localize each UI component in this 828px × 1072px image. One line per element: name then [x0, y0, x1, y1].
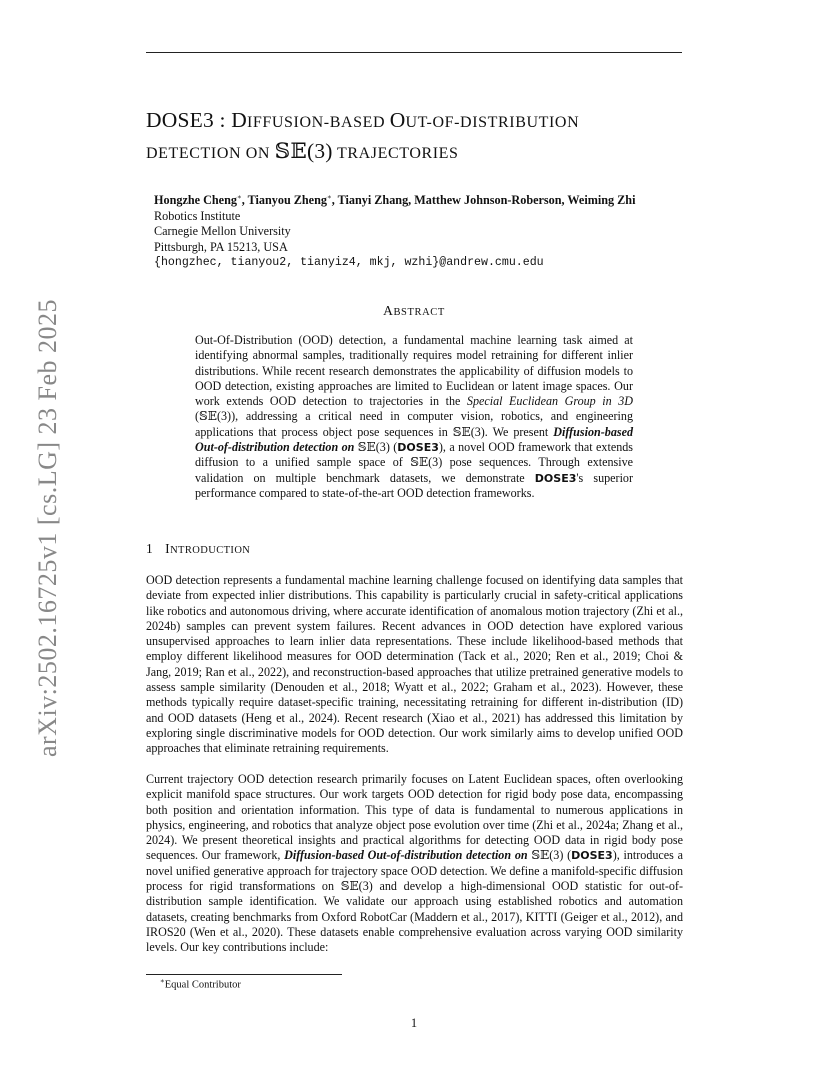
paper-title — [146, 106, 706, 168]
affiliation-university: Carnegie Mellon University — [154, 224, 291, 239]
footnote: ∗Equal Contributor — [160, 977, 241, 991]
section-heading-introduction: 1 INTRODUCTION — [146, 541, 251, 556]
intro-paragraph-1: OOD detection represents a fundamental machine learning challenge focused on identifying data samples that deviate from expected inlier distributions. This capability is particularly crucial in safety-critical applications like robotics and autonomous driving, where accurate identification of anomalous motion trajectory (Zhi et al., 2024b) samples can prevent system failures. Recent advances in OOD detection have explored various unsupervised approaches to learn inlier data representations. These include likelihood-based methods that employ different likelihood measures for OOD determination (Tack et al., 2020; Ren et al., 2019; Choi & Jang, 2019; Ran et al., 2022), and reconstruction-based approaches that utilize pretrained generative models to assess sample similarity (Denouden et al., 2018; Wyatt et al., 2022; Graham et al., 2023). However, these methods typically require dataset-specific training, necessitating retraining for different in-distribution (ID) and OOD datasets (Heng et al., 2024). Recent research (Xiao et al., 2021) has addressed this limitation by exploring single discriminative models for OOD detection. Our work similarly aims to develop unified OOD approaches that eliminate retraining requirements. — [146, 573, 683, 756]
author-block — [154, 190, 714, 271]
abstract-heading: ABSTRACT — [383, 303, 445, 318]
footnote-rule — [146, 974, 342, 975]
top-rule — [146, 52, 682, 53]
author-emails: {hongzhec, tianyou2, tianyiz4, mkj, wzhi}@andrew.cmu.edu — [154, 256, 544, 270]
intro-paragraph-2: Current trajectory OOD detection research primarily focuses on Latent Euclidean spaces, often overlooking explicit manifold space structures. Our work targets OOD detection for rigid body pose data, encompassing both position and orientation information. This type of data is fundamental to numerous applications in physics, engineering, and robotics that analyze object pose evolution over time (Zhi et al., 2024a; Zhang et al., 2024). We present theoretical insights and practical algorithms for detecting OOD data in rigid body pose sequences. Our framework, Diffusion-based Out-of-distribution detection on 𝕊𝔼(3) (DOSE3), introduces a novel unified generative approach for trajectory space OOD detection. We define a manifold-specific diffusion process for rigid transformations on 𝕊𝔼(3) and develop a high-dimensional OOD statistic for out-of-distribution sample identification. We validate our approach using established robotics and automation datasets, creating benchmarks from Oxford RobotCar (Maddern et al., 2017), KITTI (Geiger et al., 2012), and IROS20 (Wen et al., 2020). These datasets enable comprehensive evaluation across varying OOD similarity levels. Our key contributions include: — [146, 772, 683, 955]
author-names: Hongzhe Cheng∗, Tianyou Zheng∗, Tianyi Zhang, Matthew Johnson-Roberson, Weiming Zhi — [154, 193, 636, 208]
arxiv-stamp: arXiv:2502.16725v1 [cs.LG] 23 Feb 2025 — [33, 298, 62, 758]
title-line-2: DETECTION ON 𝕊𝔼(3) TRAJECTORIES — [146, 139, 459, 163]
affiliation-address: Pittsburgh, PA 15213, USA — [154, 239, 288, 254]
title-line-1: DOSE3 : DIFFUSION-BASED OUT-OF-DISTRIBUTION — [146, 108, 580, 132]
abstract-text: Out-Of-Distribution (OOD) detection, a fundamental machine learning task aimed at identifying abnormal samples, traditionally requires model retraining for different inlier distributions. While recent research demonstrates the applicability of diffusion models to OOD detection, existing approaches are limited to Euclidean or latent image spaces. Our work extends OOD detection to trajectories in the Special Euclidean Group in 3D (𝕊𝔼(3)), addressing a critical need in computer vision, robotics, and engineering applications that process object pose sequences in 𝕊𝔼(3). We present Diffusion-based Out-of-distribution detection on 𝕊𝔼(3) (DOSE3), a novel OOD framework that extends diffusion to a unified sample space of 𝕊𝔼(3) pose sequences. Through extensive validation on multiple benchmark datasets, we demonstrate DOSE3's superior performance compared to state-of-the-art OOD detection frameworks. — [195, 333, 634, 500]
page-number: 1 — [410, 1016, 418, 1030]
affiliation-institute: Robotics Institute — [154, 208, 241, 223]
